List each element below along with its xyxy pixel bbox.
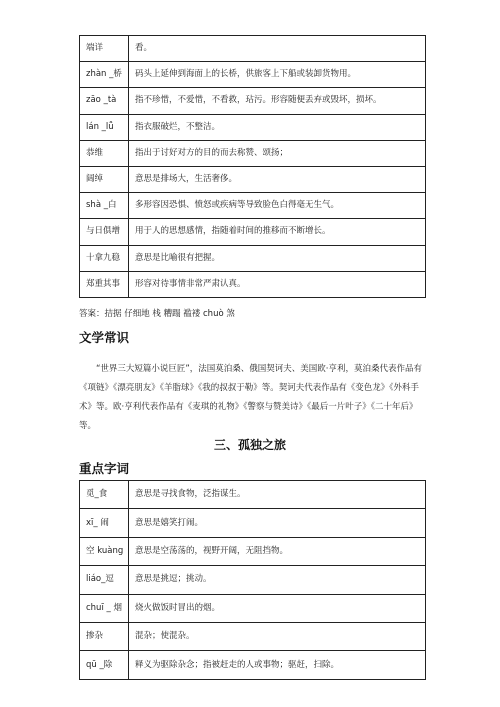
table-row	[80, 88, 426, 114]
term-cell: 与日俱增	[80, 219, 129, 245]
table-row	[80, 140, 426, 166]
definition-cell: 意思是比喻很有把握。	[129, 245, 426, 271]
term-cell: 恭维	[80, 140, 129, 166]
definition-cell: 意思是嬉笑打闹。	[129, 509, 426, 537]
term-cell: zāo _tà	[80, 88, 129, 114]
term-cell: liáo_逗	[80, 566, 129, 594]
definition-cell: 混杂；使混杂。	[129, 622, 426, 650]
term-cell: xī_ 闹	[80, 509, 129, 537]
term-cell: 郑重其事	[80, 271, 129, 297]
term-cell: qū _除	[80, 651, 129, 679]
table-row	[80, 271, 426, 297]
term-cell: 掺杂	[80, 622, 129, 650]
vocabulary-table-1	[79, 35, 426, 298]
definition-cell: 意思是寻找食物，泛指谋生。	[129, 481, 426, 509]
definition-cell: 多形容因恐惧、愤怒或疾病等导致脸色白得毫无生气。	[129, 193, 426, 219]
term-cell: zhàn _桥	[80, 62, 129, 88]
definition-cell: 指不珍惜，不爱惜，不看救，玷污。形容随便丢弃或毁坏，损坏。	[129, 88, 426, 114]
literature-paragraph: “世界三大短篇小说巨匠”，法国莫泊桑、俄国契诃夫、美国欧·亨利，莫泊桑代表作品有《项链》《漂亮朋友》《羊脂球》《我的叔叔于勒》等。契诃夫代表作品有《变色龙》《外科手术》等。欧·亨利代表作品有《麦琪的礼物》《警察与赞美诗》《最后一片叶子》《二十年后》等。	[79, 363, 423, 431]
table-row	[80, 166, 426, 192]
table-row	[80, 566, 426, 594]
definition-cell: 意思是空荡荡的，视野开阔，无阻挡物。	[129, 537, 426, 565]
definition-cell: 烧火做饭时冒出的烟。	[129, 594, 426, 622]
term-cell: 阔绰	[80, 166, 129, 192]
term-cell: chuī _ 烟	[80, 594, 129, 622]
table-row	[80, 537, 426, 565]
answer-line: 答案：拮据 仔细地 栈 糟蹋 褴褛 chuò 煞	[79, 309, 235, 319]
table-row	[80, 36, 426, 62]
term-cell: shà _白	[80, 193, 129, 219]
term-cell: lán _lǚ	[80, 114, 129, 140]
table-row	[80, 193, 426, 219]
definition-cell: 释义为驱除杂念；指被赶走的人或事物；驱赶，扫除。	[129, 651, 426, 679]
table-row	[80, 481, 426, 509]
definition-cell: 指衣服破烂，不整洁。	[129, 114, 426, 140]
table-row	[80, 651, 426, 679]
table-row	[80, 622, 426, 650]
key-words-heading: 重点字词	[79, 461, 130, 476]
term-cell: 空 kuàng	[80, 537, 129, 565]
definition-cell: 意思是排场大，生活奢侈。	[129, 166, 426, 192]
table-row	[80, 245, 426, 271]
definition-cell: 用于人的思想感情，指随着时间的推移而不断增长。	[129, 219, 426, 245]
section-title: 三、孤独之旅	[213, 438, 286, 452]
literature-heading: 文学常识	[79, 330, 130, 345]
definition-cell: 码头上延伸到海面上的长桥，供旅客上下船或装卸货物用。	[129, 62, 426, 88]
table-row	[80, 219, 426, 245]
term-cell: 十拿九稳	[80, 245, 129, 271]
vocabulary-table-2	[79, 480, 426, 680]
term-cell: 觅_食	[80, 481, 129, 509]
table-row	[80, 509, 426, 537]
definition-cell: 指出于讨好对方的目的而去称赞、颂扬；	[129, 140, 426, 166]
table-row	[80, 62, 426, 88]
definition-cell: 形容对待事情非常严肃认真。	[129, 271, 426, 297]
table-row	[80, 594, 426, 622]
definition-cell: 看。	[129, 36, 426, 62]
term-cell: 端详	[80, 36, 129, 62]
table-row	[80, 114, 426, 140]
definition-cell: 意思是挑逗；挑动。	[129, 566, 426, 594]
